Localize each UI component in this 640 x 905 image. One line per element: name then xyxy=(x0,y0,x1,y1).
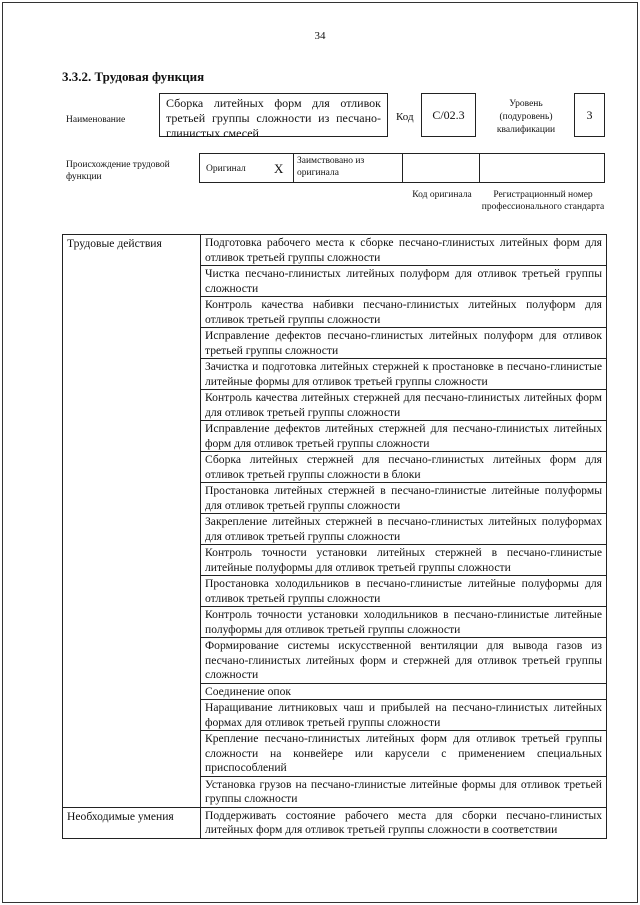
origin-table xyxy=(199,153,605,183)
labor-actions-item: Исправление дефектов песчано-глинистых литейных полуформ для отливок третьей группы сложности xyxy=(201,328,607,359)
function-name-value: Сборка литейных форм для отливок третьей группы сложности из песчано-глинистых смесей xyxy=(159,93,388,137)
table-row xyxy=(63,807,607,838)
labor-actions-label: Трудовые действия xyxy=(63,235,201,808)
labor-actions-item: Закрепление литейных стержней в песчано-глинистых литейных полуформах для отливок третьей группы сложности xyxy=(201,514,607,545)
labor-actions-item: Подготовка рабочего места к сборке песчано-глинистых литейных форм для отливок третьей группы сложности xyxy=(201,235,607,266)
labor-actions-item: Соединение опок xyxy=(201,683,607,700)
origin-divider xyxy=(479,154,480,182)
original-mark: X xyxy=(274,161,284,176)
labor-actions-item: Контроль качества набивки песчано-глинистых литейных полуформ для отливок третьей группы сложности xyxy=(201,297,607,328)
code-value: C/02.3 xyxy=(421,93,476,137)
page-number: 34 xyxy=(314,30,326,42)
original-label: Оригинал xyxy=(206,164,246,174)
reg-number-caption: Регистрационный номер профессионального стандарта xyxy=(481,190,605,212)
labor-actions-item: Простановка литейных стержней в песчано-глинистые литейные полуформы для отливок третьей группы сложности xyxy=(201,483,607,514)
level-value: 3 xyxy=(574,93,605,137)
table-row xyxy=(63,235,607,266)
labor-actions-item: Чистка песчано-глинистых литейных полуформ для отливок третьей группы сложности xyxy=(201,266,607,297)
labor-actions-item: Установка грузов на песчано-глинистые литейные формы для отливок третьей группы сложности xyxy=(201,776,607,807)
functions-table xyxy=(62,234,607,839)
labor-actions-item: Крепление песчано-глинистых литейных форм для отливок третьей группы сложности на конвейере или карусели с применением специальных приспособлений xyxy=(201,731,607,777)
original-cell xyxy=(200,154,294,182)
code-label: Код xyxy=(396,111,414,123)
skills-label: Необходимые умения xyxy=(63,807,201,838)
labor-actions-item: Формирование системы искусственной вентиляции для вывода газов из песчано-глинистых литейных форм и стержней для отливок третьей группы сложности xyxy=(201,638,607,684)
labor-actions-item: Контроль точности установки холодильников в песчано-глинистые литейные полуформы для отливок третьей группы сложности xyxy=(201,607,607,638)
section-title: 3.3.2. Трудовая функция xyxy=(62,69,205,84)
origin-divider xyxy=(402,154,403,182)
labor-actions-item: Контроль качества литейных стержней для песчано-глинистых литейных форм для отливок третьей группы сложности xyxy=(201,390,607,421)
code-original-caption: Код оригинала xyxy=(412,190,472,200)
origin-label: Происхождение трудовой функции xyxy=(66,160,170,182)
level-label: Уровень (подуровень) квалификации xyxy=(496,98,556,135)
labor-actions-item: Контроль точности установки литейных стержней в песчано-глинистые литейные полуформы для отливок третьей группы сложности xyxy=(201,545,607,576)
labor-actions-item: Простановка холодильников в песчано-глинистые литейные полуформы для отливок третьей группы сложности xyxy=(201,576,607,607)
labor-actions-item: Исправление дефектов литейных стержней для песчано-глинистых литейных форм для отливок третьей группы сложности xyxy=(201,421,607,452)
skills-item: Поддерживать состояние рабочего места для сборки песчано-глинистых литейных форм для отливок третьей группы сложности в соответствии xyxy=(201,807,607,838)
name-label: Наименование xyxy=(66,115,126,125)
labor-actions-item: Сборка литейных стержней для песчано-глинистых литейных форм для отливок третьей группы сложности в блоки xyxy=(201,452,607,483)
labor-actions-item: Наращивание литниковых чаш и прибылей на песчано-глинистых литейных формах для отливок третьей группы сложности xyxy=(201,700,607,731)
labor-actions-item: Зачистка и подготовка литейных стержней к простановке в песчано-глинистые литейные формы для отливок третьей группы сложности xyxy=(201,359,607,390)
borrowed-label: Заимствовано из оригинала xyxy=(297,156,365,178)
